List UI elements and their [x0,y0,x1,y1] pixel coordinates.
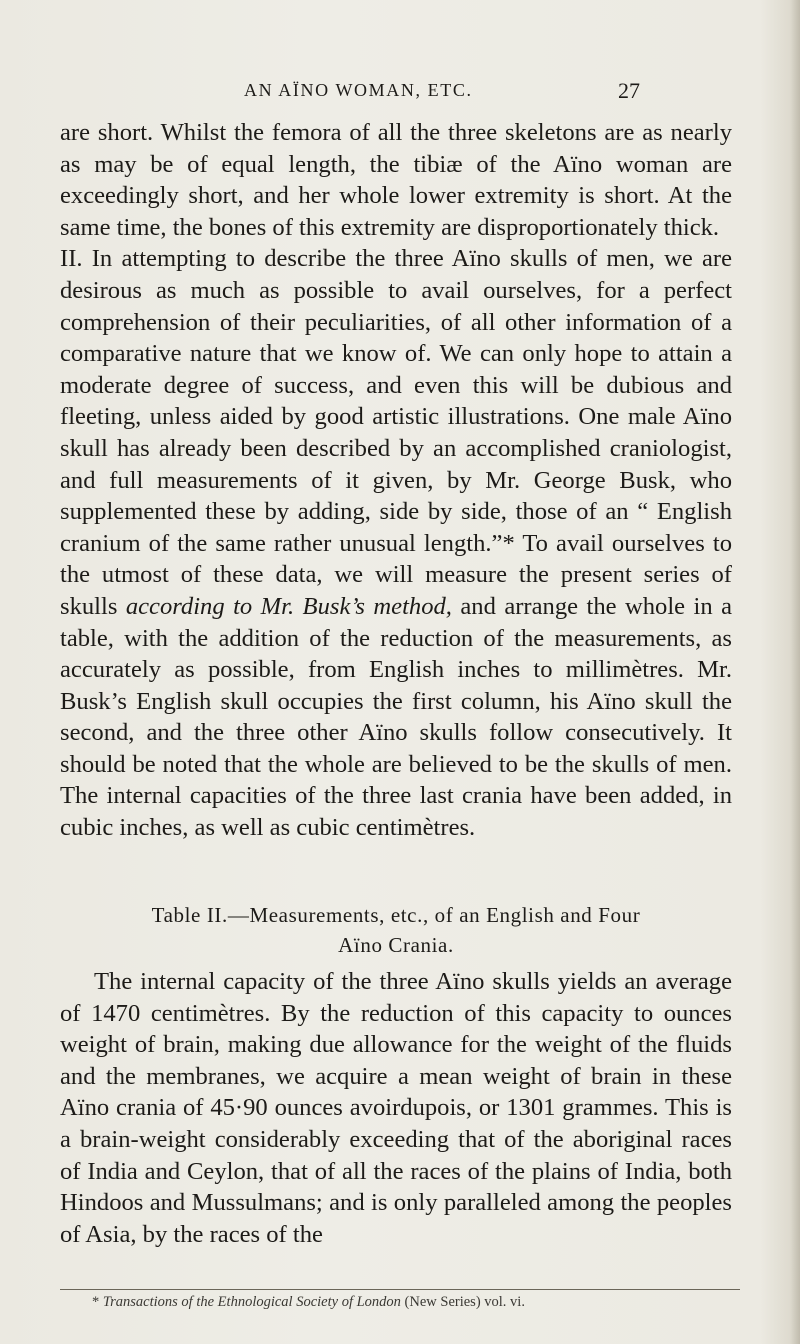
paragraph-2 [60,243,732,843]
footnote-rest: (New Series) vol. vi. [404,1294,525,1310]
table-heading-line-1: Table II.—Measurements, etc., of an English and Four [151,903,641,927]
table-heading-line-2: Aïno Crania. [338,933,454,957]
running-head: AN AÏNO WOMAN, ETC. [244,80,473,100]
capacity-text [60,966,732,1250]
footnote-title: Transactions of the Ethnological Society of London [102,1294,401,1310]
footnote-rule [60,1289,740,1290]
paragraph-2-start: II. In attempting to describe the three Aïno skulls of men, we are desirous as much as possible to avail ourselves, for a perfect comprehension of their peculiarities, of all other information of a comparative nature that we know of. We can only hope to attain a moderate degree of success, and even this will be dubious and fleeting, unless aided by good artistic illustrations. One male Aïno skull has already been described by an accomplished craniologist, and full measurements of it given, by Mr. George Busk, who supplemented these by adding, side by side, those of an “ English cranium of the same rather unusual length.”* To avail ourselves to the utmost of these data, we will measure the present series of skulls [60,245,732,620]
footnote-marker: * [92,1294,100,1310]
page-header [0,78,800,106]
footnote [92,1293,752,1311]
table-heading [60,900,732,960]
paragraph-2-italic: according to Mr. Busk’s method, [125,592,452,620]
page-number: 27 [618,78,640,103]
main-text [60,117,732,844]
paragraph-3: The internal capacity of the three Aïno skulls yields an average of 1470 centimètres. By the reduction of this capacity to ounces weight of brain, making due allowance for the weight of the fluids and the membranes, we acquire a mean weight of brain in these Aïno crania of 45·90 ounces avoirdupois, or 1301 grammes. This is a brain-weight considerably exceeding that of the aboriginal races of India and Ceylon, that of all the races of the plains of India, both Hindoos and Mussulmans; and is only paralleled among the peoples of Asia, by the races of the [60,968,732,1248]
page-edge-shadow [790,0,800,1344]
paragraph-1: are short. Whilst the femora of all the three skeletons are as nearly as may be of equal length, the tibiæ of the Aïno woman are exceedingly short, and her whole lower extremity is short. At the same time, the bones of this extremity are disproportionately thick. [60,119,732,241]
paragraph-2-end: and arrange the whole in a table, with the addition of the reduction of the measurements, as accurately as possible, from English inches to millimètres. Mr. Busk’s English skull occupies the first column, his Aïno skull the second, and the three other Aïno skulls follow consecutively. It should be noted that the whole are believed to be the skulls of men. The internal capacities of the three last crania have been added, in cubic inches, as well as cubic centimètres. [60,592,732,842]
